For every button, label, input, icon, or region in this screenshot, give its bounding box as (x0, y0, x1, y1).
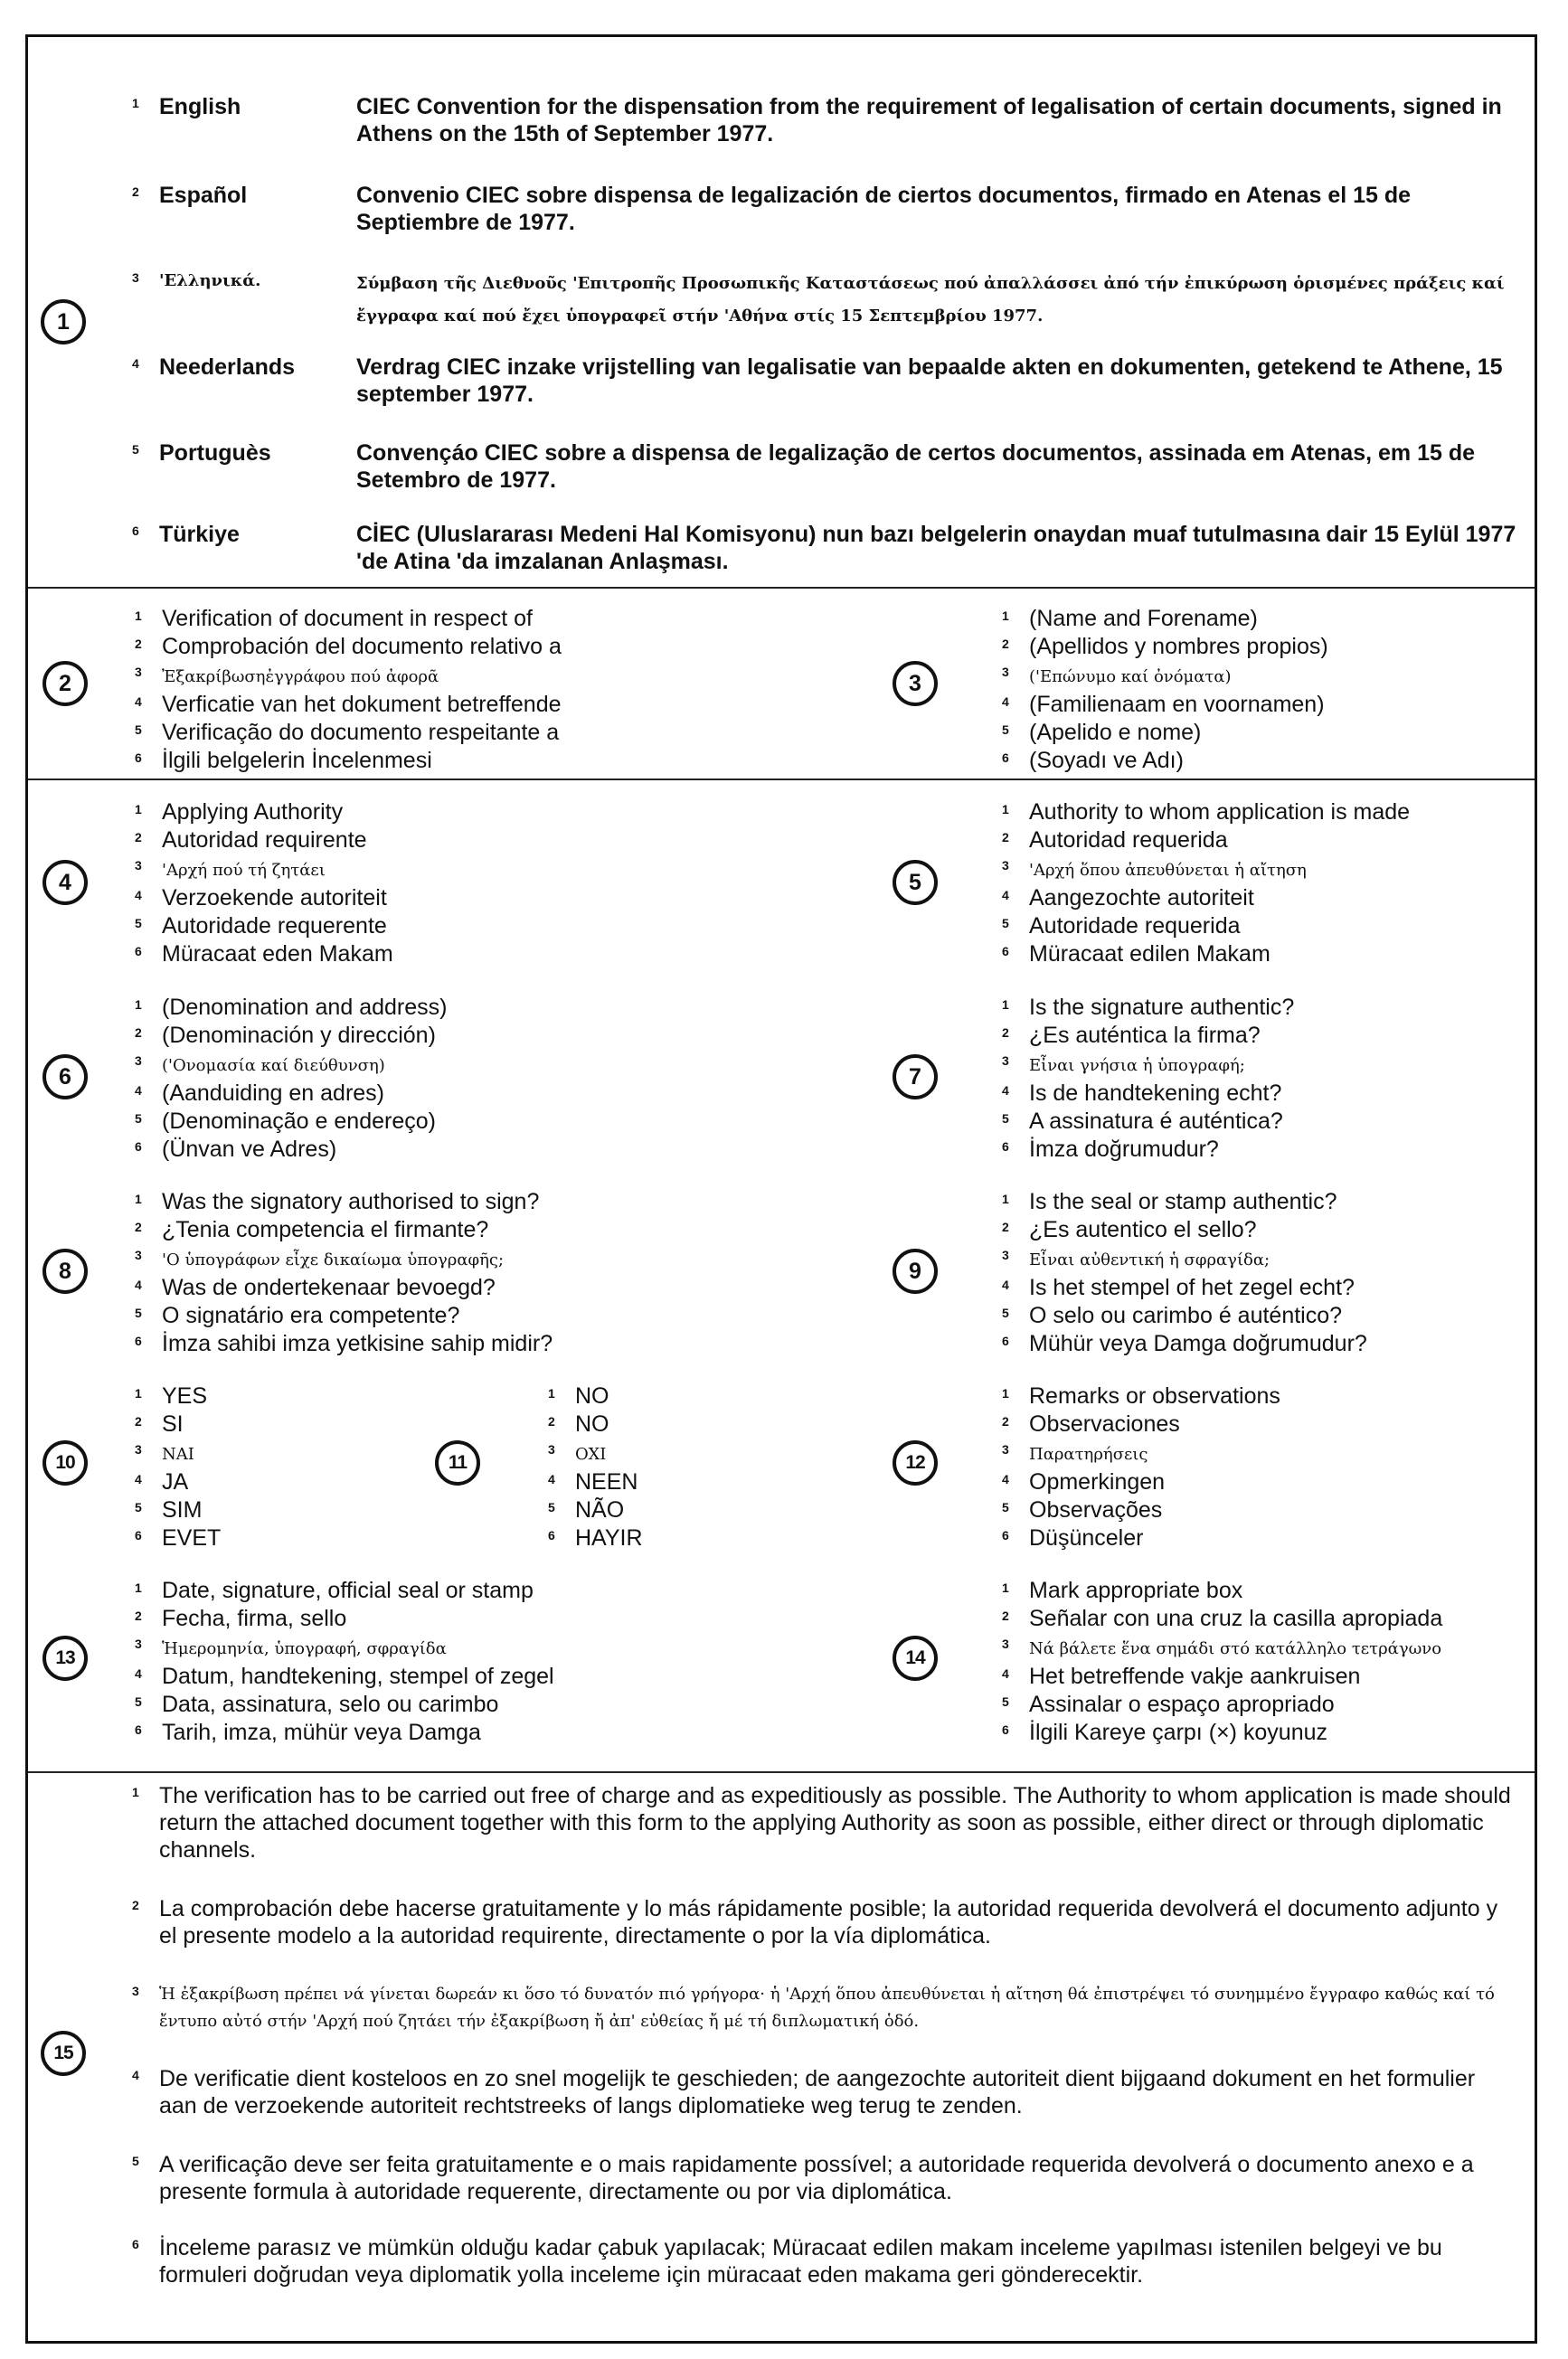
field-labels-3: 1 (Name and Forename) 2 (Apellidos y nombres propios) 3 ('Επώνυμο καί ὀνόματα) 4 (Familienaam en voornamen) 5 (Apelido e nome) 6 (Soyadı ve Adı) (1002, 606, 1328, 773)
label-nl: Was de ondertekenaar bevoegd? (162, 1275, 496, 1300)
label-tr: Müracaat edilen Makam (1029, 941, 1270, 967)
label-es: ¿Es autentico el sello? (1029, 1217, 1257, 1242)
yes-tr: EVET (162, 1525, 222, 1551)
label-es: ¿Es auténtica la firma? (1029, 1023, 1261, 1048)
label-es: Observaciones (1029, 1411, 1180, 1437)
row-number: 5 (132, 442, 139, 457)
label-tr: Müracaat eden Makam (162, 941, 393, 967)
label-nl: Het betreffende vakje aankruisen (1029, 1664, 1361, 1689)
label-en: (Name and Forename) (1029, 606, 1258, 631)
section-number-5: 5 (893, 860, 938, 905)
field-labels-9: 1 Is the seal or stamp authentic? 2 ¿Es autentico el sello? 3 Εἶναι αὐθεντική ἡ σφραγίδα; 4 Is het stempel of het zegel echt? 5 O selo ou carimbo é auténtico? 6 Mühür veya Damga doğrumudur? (1002, 1189, 1367, 1356)
language-label: Español (159, 183, 248, 208)
yes-el: NAI (162, 1445, 194, 1464)
label-pt: Autoridade requerente (162, 913, 387, 939)
paragraph-number: 6 (132, 2237, 139, 2251)
label-tr: (Soyadı ve Adı) (1029, 748, 1184, 773)
row-number: 2 (132, 184, 139, 199)
label-nl: Verzoekende autoriteit (162, 885, 387, 911)
paragraph-text: La comprobación debe hacerse gratuitamente y lo más rápidamente posible; la autoridad requerida devolverá el documento adjunto y el presente modelo a la autoridad requirente, directamente o por la vía diplomática. (159, 1896, 1498, 1949)
field-labels-8: 1 Was the signatory authorised to sign? 2 ¿Tenia competencia el firmante? 3 'Ο ὑπογράφων εἶχε δικαίωμα ὑπογραφῆς; 4 Was de ondertekenaar bevoegd? 5 O signatário era competente? 6 İmza sahibi imza yetkisine sahip midir? (135, 1189, 553, 1356)
label-en: Is the signature authentic? (1029, 995, 1295, 1020)
paragraph-text: İnceleme parasız ve mümkün olduğu kadar çabuk yapılacak; Müracaat edilen makam inceleme yapılması istenilen belgeyi ve bu formuleri doğrudan veya diplomatik yolla inceleme için müracaat eden makama geri gönderecektir. (159, 2235, 1442, 2288)
label-es: (Apellidos y nombres propios) (1029, 634, 1328, 659)
section-number-12: 12 (893, 1440, 938, 1486)
no-options: 1 NO 2 NO 3 OXI 4 NEEN 5 NÃO 6 HAYIR (548, 1383, 643, 1551)
language-label: Türkiye (159, 522, 240, 547)
label-en: Is the seal or stamp authentic? (1029, 1189, 1337, 1214)
no-en: NO (575, 1383, 609, 1409)
field-labels-14: 1 Mark appropriate box 2 Señalar con una cruz la casilla apropiada 3 Νά βάλετε ἕνα σημάδι στό κατάλληλο τετράγωνο 4 Het betreffende vakje aankruisen 5 Assinalar o espaço apropriado 6 İlgili Kareye çarpı (×) koyunuz (1002, 1578, 1443, 1745)
label-tr: İlgili Kareye çarpı (×) koyunuz (1029, 1720, 1328, 1745)
lang-row-greek (132, 268, 1516, 331)
label-en: Authority to whom application is made (1029, 799, 1411, 825)
convention-text: CİEC (Uluslararası Medeni Hal Komisyonu) nun bazı belgelerin onaydan muaf tutulmasına dair 15 Eylül 1977 'de Atina 'da imzalanan Anlaşması. (356, 522, 1516, 574)
section-number-3: 3 (893, 661, 938, 706)
paragraph-number: 3 (132, 1984, 139, 1998)
convention-text: Σύμβαση τῆς Διεθνοῦς 'Επιτροπῆς Προσωπικῆς Καταστάσεως πού ἀπαλλάσσει ἀπό τήν ἐπικύρωση ὁρισμένες πράξεις καί ἔγγραφα καί πού ἔχει ὑπογραφεῖ στήν 'Αθήνα στίς 15 Σεπτεμβρίου 1977. (356, 274, 1505, 326)
section-number-14: 14 (893, 1636, 938, 1681)
paragraph-text: The verification has to be carried out free of charge and as expeditiously as possible. The Authority to whom application is made should return the attached document together with this form to the applying Authority as soon as possible, either direct or through diplomatic channels. (159, 1783, 1511, 1863)
instruction-tr (132, 2234, 1511, 2288)
label-pt: Verificação do documento respeitante a (162, 720, 560, 745)
label-el: Παρατηρήσεις (1029, 1445, 1148, 1464)
row-number: 3 (132, 270, 139, 285)
row-number: 4 (132, 356, 139, 371)
label-el: Ἡμερομηνία, ὑπογραφή, σφραγίδα (162, 1639, 447, 1658)
label-tr: İlgili belgelerin İncelenmesi (162, 748, 432, 773)
label-el: 'Ο ὑπογράφων εἶχε δικαίωμα ὑπογραφῆς; (162, 1250, 505, 1269)
label-pt: (Denominação e endereço) (162, 1109, 436, 1134)
label-es: Autoridad requerida (1029, 827, 1228, 853)
language-label: English (159, 94, 241, 119)
section-number-8: 8 (43, 1249, 88, 1294)
label-el: Ἐξακρίβωσηἐγγράφου πού ἀφορᾶ (162, 667, 439, 686)
paragraph-number: 1 (132, 1785, 139, 1799)
label-el: 'Αρχή ὅπου ἀπευθύνεται ἡ αἴτηση (1029, 861, 1307, 880)
label-pt: Data, assinatura, selo ou carimbo (162, 1692, 499, 1717)
section-number-13: 13 (43, 1636, 88, 1681)
language-label: Neederlands (159, 354, 296, 380)
label-en: Applying Authority (162, 799, 344, 825)
no-pt: NÃO (575, 1497, 625, 1523)
label-pt: O selo ou carimbo é auténtico? (1029, 1303, 1343, 1328)
section-number-7: 7 (893, 1054, 938, 1099)
paragraph-text: A verificação deve ser feita gratuitamente e o mais rapidamente possível; a autoridade requerida devolverá o documento anexo e a presente formula à autoridade requerente, directamente ou por via diplomática. (159, 2152, 1474, 2204)
row-number: 1 (132, 96, 139, 110)
label-pt: Assinalar o espaço apropriado (1029, 1692, 1335, 1717)
yes-en: YES (162, 1383, 208, 1409)
label-nl: Verficatie van het dokument betreffende (162, 692, 562, 717)
yes-options: 1 YES 2 SI 3 NAI 4 JA 5 SIM 6 EVET (135, 1383, 222, 1551)
label-es: Fecha, firma, sello (162, 1606, 347, 1631)
paragraph-text: De verificatie dient kosteloos en zo snel mogelijk te geschieden; de aangezochte autoriteit dient bijgaand dokument en het formulier aan de verzoekende autoriteit rechtstreeks of langs diplomatieke weg terug te zenden. (159, 2066, 1476, 2118)
label-tr: İmza sahibi imza yetkisine sahip midir? (162, 1331, 553, 1356)
field-labels-13: 1 Date, signature, official seal or stamp 2 Fecha, firma, sello 3 Ἡμερομηνία, ὑπογραφή, σφραγίδα 4 Datum, handtekening, stempel of zegel 5 Data, assinatura, selo ou carimbo 6 Tarih, imza, mühür veya Damga (135, 1578, 554, 1745)
label-nl: (Familienaam en voornamen) (1029, 692, 1325, 717)
label-nl: Aangezochte autoriteit (1029, 885, 1254, 911)
label-el: Εἶναι γνήσια ἡ ὑπογραφή; (1029, 1056, 1245, 1075)
instruction-el (132, 1981, 1511, 2035)
label-en: Remarks or observations (1029, 1383, 1280, 1409)
convention-text: Verdrag CIEC inzake vrijstelling van legalisatie van bepaalde akten en dokumenten, getekend te Athene, 15 september 1977. (356, 354, 1503, 407)
label-es: Señalar con una cruz la casilla apropiada (1029, 1606, 1443, 1631)
field-labels-6: 1 (Denomination and address) 2 (Denominación y dirección) 3 ('Ονομασία καί διεύθυνση) 4 (Aanduiding en adres) 5 (Denominação e endereço) 6 (Ünvan ve Adres) (135, 995, 448, 1162)
paragraph-number: 5 (132, 2154, 139, 2168)
label-pt: Autoridade requerida (1029, 913, 1241, 939)
label-el: Εἶναι αὐθεντική ἡ σφραγίδα; (1029, 1250, 1270, 1269)
label-en: Mark appropriate box (1029, 1578, 1243, 1603)
lang-row-english (132, 93, 1516, 147)
divider (28, 778, 1535, 780)
field-labels-4: 1 Applying Authority 2 Autoridad requirente 3 'Αρχή πού τή ζητάει 4 Verzoekende autoriteit 5 Autoridade requerente 6 Müracaat eden Makam (135, 799, 393, 967)
instruction-en (132, 1782, 1511, 1864)
label-nl: Datum, handtekening, stempel of zegel (162, 1664, 554, 1689)
convention-text: Convenio CIEC sobre dispensa de legalización de ciertos documentos, firmado en Atenas el 15 de Septiembre de 1977. (356, 183, 1412, 235)
section-number-2: 2 (43, 661, 88, 706)
paragraph-number: 2 (132, 1898, 139, 1912)
label-pt: Observações (1029, 1497, 1163, 1523)
yes-pt: SIM (162, 1497, 203, 1523)
lang-row-portugues (132, 439, 1516, 494)
label-tr: (Ünvan ve Adres) (162, 1137, 337, 1162)
field-labels-12: 1 Remarks or observations 2 Observaciones 3 Παρατηρήσεις 4 Opmerkingen 5 Observações 6 Düşünceler (1002, 1383, 1280, 1551)
yes-nl: JA (162, 1469, 189, 1495)
section-number-4: 4 (43, 860, 88, 905)
convention-text: Convençáo CIEC sobre a dispensa de legalização de certos documentos, assinada em Atenas, em 15 de Setembro de 1977. (356, 440, 1476, 493)
label-pt: (Apelido e nome) (1029, 720, 1202, 745)
yes-es: SI (162, 1411, 184, 1437)
no-el: OXI (575, 1445, 607, 1464)
label-nl: Is de handtekening echt? (1029, 1080, 1282, 1106)
label-en: Was the signatory authorised to sign? (162, 1189, 540, 1214)
label-el: ('Ονομασία καί διεύθυνση) (162, 1056, 385, 1075)
instruction-es (132, 1895, 1511, 1949)
label-tr: Mühür veya Damga doğrumudur? (1029, 1331, 1367, 1356)
lang-row-espanol (132, 182, 1516, 236)
label-es: Comprobación del documento relativo a (162, 634, 562, 659)
section-number-11: 11 (435, 1440, 480, 1486)
section-number-15: 15 (41, 2031, 86, 2076)
lang-row-turkiye (132, 521, 1516, 575)
language-label: 'Ελληνικά. (159, 271, 261, 290)
label-pt: A assinatura é auténtica? (1029, 1109, 1283, 1134)
label-es: ¿Tenia competencia el firmante? (162, 1217, 489, 1242)
label-el: 'Αρχή πού τή ζητάει (162, 861, 326, 880)
label-tr: Tarih, imza, mühür veya Damga (162, 1720, 481, 1745)
row-number: 6 (132, 524, 139, 538)
section-number-1: 1 (41, 299, 86, 344)
divider (28, 587, 1535, 589)
label-es: Autoridad requirente (162, 827, 367, 853)
section-number-9: 9 (893, 1249, 938, 1294)
paragraph-number: 4 (132, 2068, 139, 2082)
label-nl: Is het stempel of het zegel echt? (1029, 1275, 1355, 1300)
field-labels-7: 1 Is the signature authentic? 2 ¿Es auténtica la firma? 3 Εἶναι γνήσια ἡ ὑπογραφή; 4 Is de handtekening echt? 5 A assinatura é auténtica? 6 İmza doğrumudur? (1002, 995, 1295, 1162)
label-el: ('Επώνυμο καί ὀνόματα) (1029, 667, 1232, 686)
label-tr: İmza doğrumudur? (1029, 1137, 1219, 1162)
document-frame (25, 34, 1537, 2344)
label-en: Date, signature, official seal or stamp (162, 1578, 534, 1603)
lang-row-nederlands (132, 354, 1516, 408)
section-number-6: 6 (43, 1054, 88, 1099)
convention-text: CIEC Convention for the dispensation from the requirement of legalisation of certain documents, signed in Athens on the 15th of September 1977. (356, 94, 1502, 146)
label-nl: Opmerkingen (1029, 1469, 1166, 1495)
field-labels-5: 1 Authority to whom application is made 2 Autoridad requerida 3 'Αρχή ὅπου ἀπευθύνεται ἡ αἴτηση 4 Aangezochte autoriteit 5 Autoridade requerida 6 Müracaat edilen Makam (1002, 799, 1411, 967)
section-number-10: 10 (43, 1440, 88, 1486)
no-nl: NEEN (575, 1469, 638, 1495)
label-nl: (Aanduiding en adres) (162, 1080, 384, 1106)
label-pt: O signatário era competente? (162, 1303, 460, 1328)
label-en: Verification of document in respect of (162, 606, 533, 631)
instruction-pt (132, 2151, 1511, 2205)
field-labels-2: 1 Verification of document in respect of 2 Comprobación del documento relativo a 3 Ἐξακρίβωσηἐγγράφου πού ἀφορᾶ 4 Verficatie van het dokument betreffende 5 Verificação do documento respeitante a 6 İlgili belgelerin İncelenmesi (135, 606, 562, 773)
label-es: (Denominación y dirección) (162, 1023, 436, 1048)
paragraph-text: Ἡ ἐξακρίβωση πρέπει νά γίνεται δωρεάν κι ὅσο τό δυνατόν πιό γρήγορα· ἡ 'Αρχή ὅπου ἀπευθύνεται ἡ αἴτηση θά ἐπιστρέψει τό συνημμένο ἔγγραφο καθώς καί τό ἔντυπο αὐτό στήν 'Αρχή πού ζητάει τήν ἐξακρίβωση ἤ ἀπ' εὐθείας ἤ μέ τή διπλωματική ὁδό. (159, 1985, 1495, 2031)
label-en: (Denomination and address) (162, 995, 448, 1020)
instruction-nl (132, 2065, 1511, 2119)
no-tr: HAYIR (575, 1525, 643, 1551)
divider (28, 1771, 1535, 1773)
label-tr: Düşünceler (1029, 1525, 1144, 1551)
no-es: NO (575, 1411, 609, 1437)
language-label: Portuguès (159, 440, 271, 466)
label-el: Νά βάλετε ἕνα σημάδι στό κατάλληλο τετράγωνο (1029, 1639, 1442, 1658)
